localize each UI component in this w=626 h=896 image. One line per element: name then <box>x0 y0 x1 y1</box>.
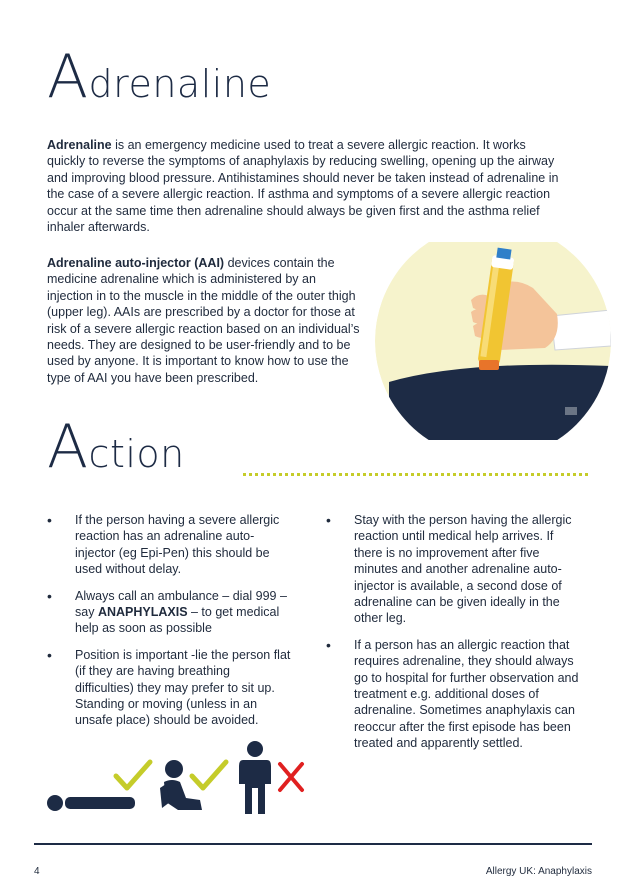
list-item: • Always call an ambulance – dial 999 – say ANAPHYLAXIS – to get medical help as soon as possible <box>47 588 292 637</box>
title-adrenaline: Adrenaline <box>47 42 272 112</box>
standing-person-icon <box>237 740 273 816</box>
list-item: • If a person has an allergic reaction that requires adrenaline, they should always go to hospital for further observation and treatment e.g. additional doses of adrenaline. Sometimes anaphylaxis can reoccur after the first episode has been treated and apparently settled. <box>326 637 584 752</box>
check-icon <box>113 758 153 794</box>
intro-paragraph <box>47 137 567 235</box>
cross-icon <box>276 760 306 794</box>
list-item: • If the person having a severe allergic reaction has an adrenaline auto-injector (eg Epi-Pen) this should be used without delay. <box>47 512 292 578</box>
check-icon <box>189 758 229 794</box>
aai-text: devices contain the medicine adrenaline which is administered by an injection in to the muscle in the middle of the outer thigh (upper leg). AAIs are prescribed by a doctor for those at risk of a severe allergic reaction based on an individual’s needs. They are designed to be user-friendly and to be used by anyone. It is important to know how to use the type of AAI you have been prescribed. <box>47 256 360 385</box>
right-bullet-list <box>326 512 584 762</box>
title-action: Action <box>47 412 185 482</box>
intro-text: is an emergency medicine used to treat a severe allergic reaction. It works quickly to reverse the symptoms of anaphylaxis by reducing swelling, opening up the airway and improving blood pressure. Antihistamines should never be taken instead of adrenaline in the case of a severe allergic reaction. If asthma and symptoms of a severe allergic reaction occur at the same time then adrenaline should always be given first and the asthma relief inhaler afterwards. <box>47 138 559 235</box>
page-number: 4 <box>34 866 40 877</box>
list-item: • Stay with the person having the allergic reaction until medical help arrives. If there is no improvement after five minutes and another adrenaline auto-injector is available, a second dose of adrenaline can be given ideally in the other leg. <box>326 512 584 627</box>
aai-lead: Adrenaline auto-injector (AAI) <box>47 256 225 270</box>
intro-lead: Adrenaline <box>47 138 112 152</box>
list-item: • Position is important -lie the person flat (if they are having breathing difficulties) they may prefer to sit up. Standing or moving (unless in an unsafe place) should be avoided. <box>47 647 292 729</box>
aai-paragraph <box>47 255 365 386</box>
footer-divider <box>34 843 592 845</box>
auto-injector-illustration <box>375 242 611 440</box>
footer-source: Allergy UK: Anaphylaxis <box>485 866 592 877</box>
dotted-divider <box>243 473 588 476</box>
left-bullet-list <box>47 512 292 739</box>
